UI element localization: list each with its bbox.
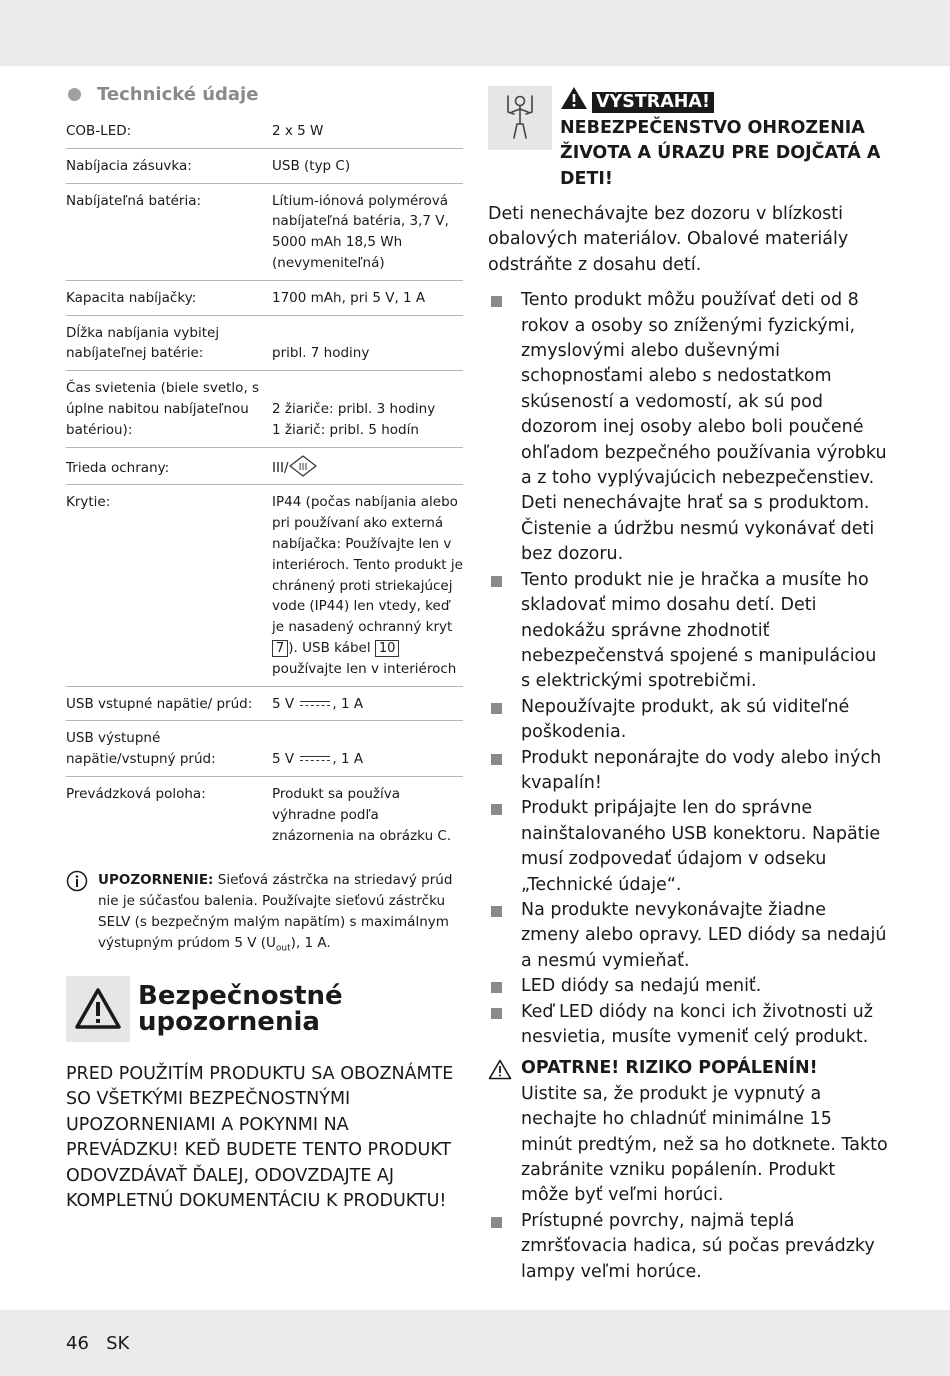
safety-heading	[66, 976, 463, 1042]
warning-badge: VÝSTRAHA!	[592, 92, 714, 113]
header-band	[0, 0, 950, 66]
spec-value	[272, 447, 463, 485]
list-item	[488, 695, 888, 746]
square-bullet-icon	[491, 1217, 502, 1228]
table-row	[66, 485, 463, 686]
table-row	[66, 776, 463, 852]
child-hazard-icon	[500, 92, 540, 144]
spec-value	[272, 485, 463, 686]
spec-value-text: , 1 A	[332, 751, 364, 768]
spec-label: Krytie:	[66, 494, 111, 511]
list-item	[488, 1000, 888, 1051]
spec-value: USB (typ C)	[272, 157, 351, 174]
safety-title	[138, 983, 343, 1035]
spec-value	[272, 371, 463, 447]
spec-label: Dĺžka nabíjania vybitej nabíjateľnej batérie:	[66, 324, 220, 362]
section-title: Technické údaje	[97, 83, 259, 105]
footer-band	[0, 1310, 950, 1376]
note-block	[66, 870, 463, 960]
list-item	[488, 288, 888, 567]
list-item-text: Na produkte nevykonávajte žiadne zmeny alebo opravy. LED diódy sa nedajú a nesmú vymieňať.	[521, 899, 887, 971]
language-code: SK	[106, 1333, 130, 1354]
burn-bullet-list	[488, 1209, 888, 1285]
table-row	[66, 686, 463, 721]
direct-current-icon	[300, 700, 330, 708]
spec-value-text: III/	[272, 459, 289, 476]
note-label: UPOZORNENIE:	[98, 872, 214, 889]
square-bullet-icon	[491, 754, 502, 765]
part-number-box: 7	[272, 640, 288, 657]
list-item	[488, 1209, 888, 1285]
note-text	[98, 870, 463, 960]
square-bullet-icon	[491, 1008, 502, 1019]
table-row	[66, 315, 463, 371]
square-bullet-icon	[491, 703, 502, 714]
safety-intro: PRED POUŽITÍM PRODUKTU SA OBOZNÁMTE SO VŠETKÝMI BEZPEČNOSTNÝMI UPOZORNENIAMI A POKYNMI NA PREVÁDZKU! KEĎ BUDETE TENTO PRODUKT ODOVZDÁVAŤ ĎALEJ, ODOVZDAJTE AJ KOMPLETNÚ DOKUMENTÁCIU K PRODUKTU!	[66, 1064, 454, 1212]
safety-title-line: upozornenia	[138, 1007, 320, 1037]
safety-title-line: Bezpečnostné	[138, 981, 343, 1011]
part-number-box: 10	[375, 640, 400, 657]
left-column	[66, 80, 463, 1214]
burn-title: OPATRNE! RIZIKO POPÁLENÍN!	[521, 1058, 818, 1079]
list-item-text: Keď LED diódy na konci ich životnosti už nesvietia, musíte vymeniť celý produkt.	[521, 1001, 873, 1047]
direct-current-icon	[300, 755, 330, 763]
safety-icon-box	[66, 976, 130, 1042]
table-row	[66, 447, 463, 485]
page-number: 46	[66, 1333, 89, 1354]
list-item	[488, 796, 888, 898]
list-item-text: Tento produkt môžu používať deti od 8 rokov a osoby so zníženými fyzickými, zmyslovými alebo duševnými schopnosťami alebo s nedostatkom skúseností a vedomostí, ak sú pod dozorom inej osoby alebo boli poučené ohľadom bezpečného používania výrobku a z toho vyplývajúcich nebezpečenstiev. Deti nenechávajte hrať sa s produktom. Čistenie a údržbu nesmú vykonávať deti bez dozoru.	[521, 290, 887, 565]
protection-class-iii-icon	[289, 455, 317, 477]
list-item	[488, 974, 888, 999]
spec-value: 1700 mAh, pri 5 V, 1 A	[272, 289, 426, 306]
right-column	[488, 86, 888, 1285]
spec-value	[272, 686, 463, 721]
warning-heading	[488, 86, 888, 192]
caution-triangle-icon	[488, 1059, 512, 1080]
warning-intro: Deti nenechávajte bez dozoru v blízkosti obalových materiálov. Obalové materiály odstráňte z dosahu detí.	[488, 204, 849, 275]
spec-value: Produkt sa používa výhradne podľa znázornenia na obrázku C.	[272, 785, 452, 844]
protection-class-symbol: III	[298, 461, 307, 473]
burn-heading	[488, 1056, 888, 1081]
spec-label: USB výstupné napätie/vstupný prúd:	[66, 730, 216, 768]
section-heading	[66, 80, 463, 108]
list-item-text: Produkt neponárajte do vody alebo iných kvapalín!	[521, 747, 882, 793]
square-bullet-icon	[491, 296, 502, 307]
spec-value-text: IP44 (počas nabíjania alebo pri používaní ako externá nabíjačka: Používajte len v interiéroch. Tento produkt je chránený proti striekajúcej vode (IP44) len vtedy, keď je nasadený ochranný kryt	[272, 494, 463, 636]
spec-label: Kapacita nabíjačky:	[66, 289, 197, 306]
spec-value: Lítium-iónová polymérová nabíjateľná batéria, 3,7 V, 5000 mAh 18,5 Wh (nevymeniteľná)	[272, 192, 449, 271]
spec-value-line: 2 žiariče: pribl. 3 hodiny	[272, 400, 436, 417]
note-body: ), 1 A.	[290, 935, 331, 952]
list-item	[488, 568, 888, 695]
info-icon	[66, 870, 88, 892]
burn-text: Uistite sa, že produkt je vypnutý a nechajte ho chladnúť minimálne 15 minút predtým, než sa ho dotknete. Takto zabránite vzniku popálenín. Produkt môže byť veľmi horúci.	[521, 1083, 888, 1206]
spec-value-text: 5 V	[272, 695, 295, 712]
spec-value-text: , 1 A	[332, 695, 364, 712]
spec-value-text: ). USB kábel	[288, 639, 375, 656]
square-bullet-icon	[491, 982, 502, 993]
table-row	[66, 280, 463, 315]
warning-title	[560, 86, 888, 192]
warning-triangle-icon	[74, 987, 122, 1031]
table-row	[66, 114, 463, 148]
spec-label: Trieda ochrany:	[66, 459, 170, 476]
table-row	[66, 371, 463, 447]
table-row	[66, 148, 463, 183]
page-footer	[66, 1333, 129, 1354]
bullet-dot-icon	[68, 88, 81, 101]
table-row	[66, 721, 463, 777]
square-bullet-icon	[491, 906, 502, 917]
spec-label: COB-LED:	[66, 123, 132, 139]
spec-table	[66, 114, 463, 852]
list-item-text: LED diódy sa nedajú meniť.	[521, 976, 762, 997]
list-item	[488, 746, 888, 797]
spec-value: pribl. 7 hodiny	[272, 345, 370, 362]
spec-value-text: 5 V	[272, 751, 295, 768]
spec-label: Nabíjacia zásuvka:	[66, 157, 192, 174]
spec-value-text: používajte len v interiéroch	[272, 660, 457, 677]
spec-value: 2 x 5 W	[272, 123, 324, 139]
warning-triangle-icon	[560, 86, 588, 110]
list-item	[488, 898, 888, 974]
spec-label: Nabíjateľná batéria:	[66, 192, 202, 209]
child-icon-box	[488, 86, 552, 150]
spec-label: Čas svietenia (biele svetlo, s úplne nabitou nabíjateľnou batériou):	[66, 380, 260, 438]
spec-value	[272, 721, 463, 777]
spec-label: USB vstupné napätie/ prúd:	[66, 695, 253, 712]
list-item-text: Nepoužívajte produkt, ak sú viditeľné poškodenia.	[521, 696, 850, 743]
square-bullet-icon	[491, 576, 502, 587]
note-body: Sieťová zástrčka na striedavý prúd nie je súčasťou balenia. Používajte sieťovú zástrčku SELV (s bezpečným malým napätím) s maximálnym výstupným prúdom 5 V (U	[98, 872, 453, 952]
warning-bullet-list	[488, 288, 888, 1050]
warning-title-text: NEBEZPEČENSTVO OHROZENIA ŽIVOTA A ÚRAZU PRE DOJČATÁ A DETI!	[560, 117, 881, 189]
list-item-text: Tento produkt nie je hračka a musíte ho skladovať mimo dosahu detí. Deti nedokážu správne zhodnotiť nebezpečenstvá spojené s manipuláciou s elektrickými spotrebičmi.	[521, 569, 877, 692]
spec-label: Prevádzková poloha:	[66, 785, 206, 802]
square-bullet-icon	[491, 804, 502, 815]
spec-value-line: 1 žiarič: pribl. 5 hodín	[272, 421, 419, 438]
note-subscript: out	[275, 944, 291, 954]
table-row	[66, 183, 463, 280]
list-item-text: Prístupné povrchy, najmä teplá zmršťovacia hadica, sú počas prevádzky lampy veľmi horúce.	[521, 1210, 875, 1282]
list-item-text: Produkt pripájajte len do správne nainštalovaného USB konektoru. Napätie musí zodpovedať údajom v odseku „Technické údaje“.	[521, 798, 881, 895]
